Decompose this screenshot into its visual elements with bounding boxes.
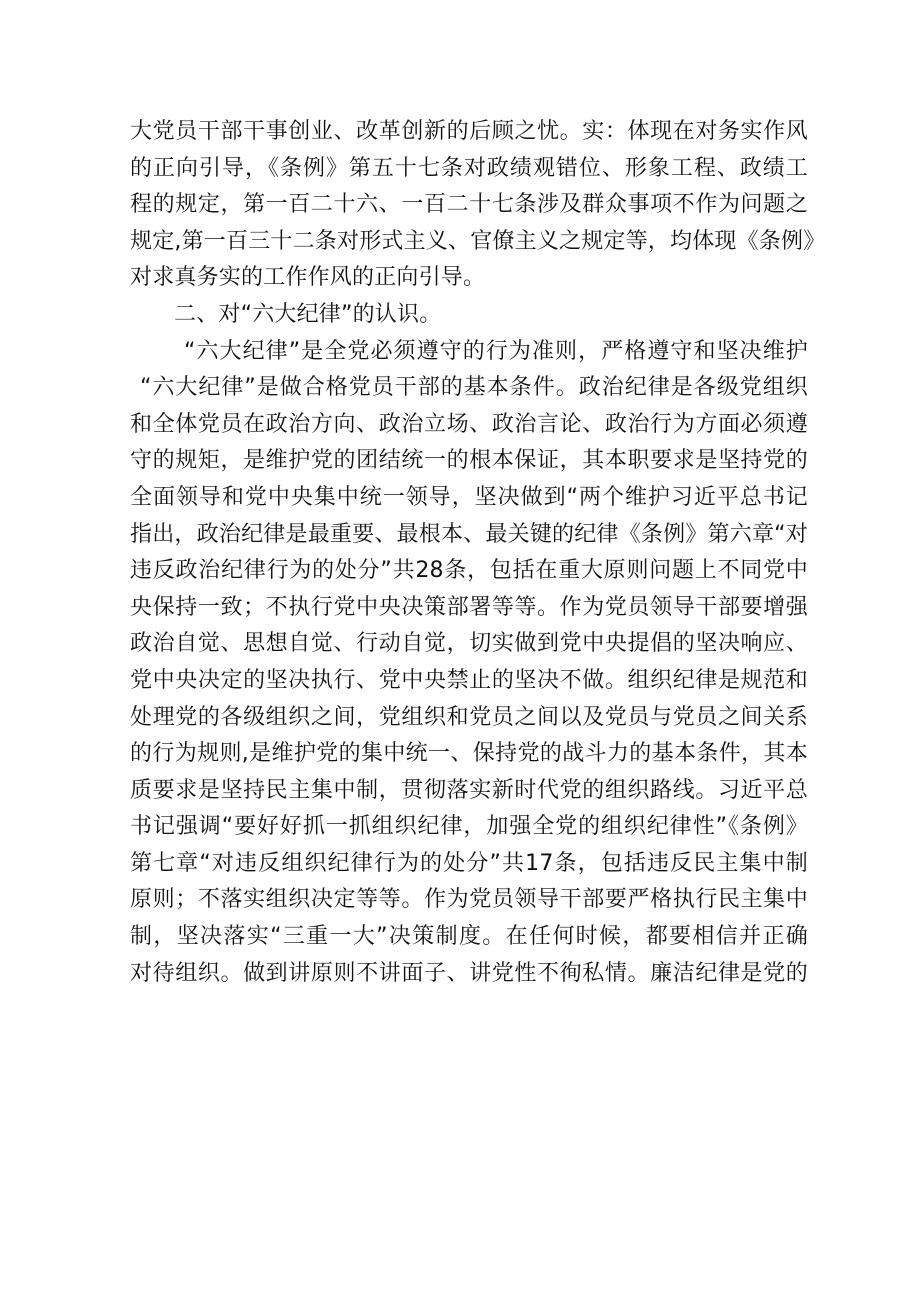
document-body bbox=[130, 114, 826, 992]
paragraph-line: 违反政治纪律行为的处分”共28条，包括在重大原则问题上不同党中 bbox=[130, 558, 808, 584]
paragraph-line: 指出，政治纪律是最重要、最根本、最关键的纪律《条例》第六章“对 bbox=[130, 521, 808, 547]
paragraph-line: 的正向引导，《条例》第五十七条对政绩观错位、形象工程、政绩工 bbox=[130, 155, 808, 181]
paragraph-line: 大党员干部干事创业、改革创新的后顾之忧。实：体现在对务实作风 bbox=[130, 119, 808, 144]
paragraph-line: 和全体党员在政治方向、政治立场、政治言论、政治行为方面必须遵 bbox=[130, 411, 808, 437]
paragraph-line: 处理党的各级组织之间，党组织和党员之间以及党员与党员之间关系 bbox=[130, 704, 808, 730]
paragraph-line: “六大纪律”是全党必须遵守的行为准则，严格遵守和坚决维护 bbox=[184, 338, 808, 364]
section-heading: 二、对“六大纪律”的认识。 bbox=[174, 301, 442, 327]
paragraph-line: 政治自觉、思想自觉、行动自觉，切实做到党中央提倡的坚决响应、 bbox=[130, 631, 808, 657]
paragraph-line: 对求真务实的工作作风的正向引导。 bbox=[130, 265, 486, 291]
paragraph-line: 质要求是坚持民主集中制，贯彻落实新时代党的组织路线。习近平总 bbox=[130, 777, 808, 803]
paragraph-line: 规定,第一百三十二条对形式主义、官僚主义之规定等，均体现《条例》 bbox=[130, 228, 826, 254]
paragraph-line: 第七章“对违反组织纪律行为的处分”共17条，包括违反民主集中制 bbox=[130, 850, 808, 876]
paragraph-line: “六大纪律”是做合格党员干部的基本条件。政治纪律是各级党组织 bbox=[140, 375, 808, 401]
paragraph-line: 制，坚决落实“三重一大”决策制度。在任何时候，都要相信并正确 bbox=[130, 924, 808, 950]
paragraph-line: 党中央决定的坚决执行、党中央禁止的坚决不做。组织纪律是规范和 bbox=[130, 667, 808, 693]
paragraph-line: 程的规定，第一百二十六、一百二十七条涉及群众事项不作为问题之 bbox=[130, 192, 808, 218]
paragraph-line: 全面领导和党中央集中统一领导，坚决做到“两个维护习近平总书记 bbox=[130, 484, 808, 510]
paragraph-line: 守的规矩，是维护党的团结统一的根本保证，其本职要求是坚持党的 bbox=[130, 448, 808, 474]
paragraph-line: 对待组织。做到讲原则不讲面子、讲党性不徇私情。廉洁纪律是党的 bbox=[130, 960, 808, 986]
paragraph-line: 的行为规则,是维护党的集中统一、保持党的战斗力的基本条件，其本 bbox=[130, 741, 808, 767]
paragraph-line: 书记强调“要好好抓一抓组织纪律，加强全党的组织纪律性”《条例》 bbox=[130, 814, 808, 840]
paragraph-line: 央保持一致；不执行党中央决策部署等等。作为党员领导干部要增强 bbox=[130, 594, 808, 620]
paragraph-line: 原则；不落实组织决定等等。作为党员领导干部要严格执行民主集中 bbox=[130, 887, 808, 913]
